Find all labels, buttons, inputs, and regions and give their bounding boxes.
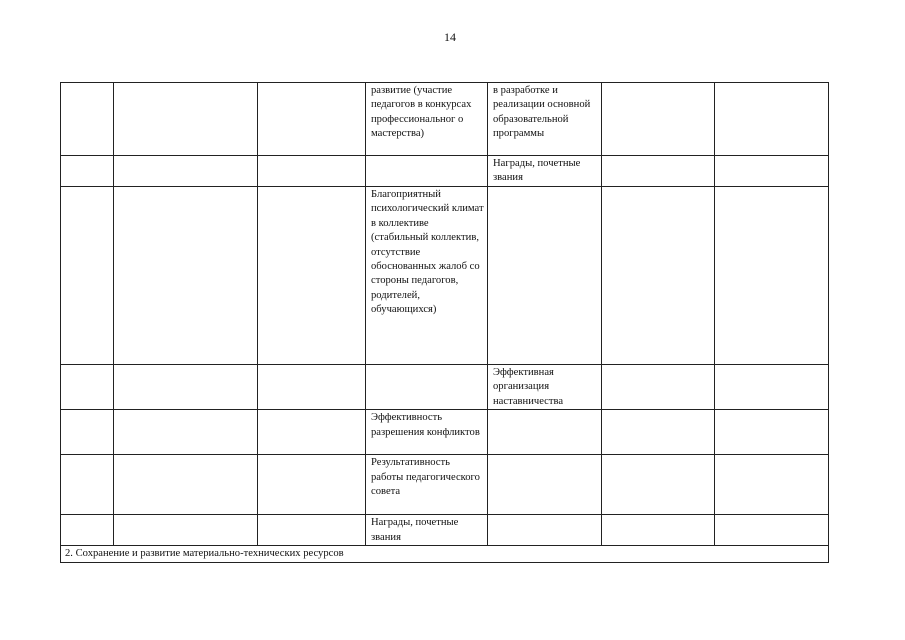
table-cell — [602, 455, 715, 515]
indicator-cell: Эффективная организация наставничества — [488, 365, 602, 410]
table-cell — [602, 410, 715, 455]
table-cell — [715, 156, 829, 187]
table-cell — [715, 365, 829, 410]
table-cell — [258, 83, 366, 156]
table-row — [61, 365, 829, 410]
indicator-cell: Благоприятный психологический климат в коллективе (стабильный коллектив, отсутствие обоснованных жалоб со стороны педагогов, родителей, обучающихся) — [366, 187, 488, 365]
indicator-cell: развитие (участие педагогов в конкурсах профессиональног о мастерства) — [366, 83, 488, 156]
table-cell — [602, 156, 715, 187]
table-cell — [114, 365, 258, 410]
table-cell — [715, 455, 829, 515]
table-cell — [602, 187, 715, 365]
table-row — [61, 83, 829, 156]
indicator-cell: Результативность работы педагогического совета — [366, 455, 488, 515]
table-cell — [61, 455, 114, 515]
indicator-cell — [488, 455, 602, 515]
table-cell — [114, 156, 258, 187]
table-cell — [602, 365, 715, 410]
indicator-cell — [366, 365, 488, 410]
indicator-cell: в разработке и реализации основной образовательной программы — [488, 83, 602, 156]
table-cell — [715, 515, 829, 546]
table-cell — [114, 515, 258, 546]
table-cell — [258, 410, 366, 455]
indicator-cell — [366, 156, 488, 187]
table-cell — [602, 515, 715, 546]
table-row — [61, 410, 829, 455]
indicator-cell — [488, 515, 602, 546]
table-cell — [114, 455, 258, 515]
table-cell — [61, 156, 114, 187]
table-row — [61, 455, 829, 515]
indicator-cell — [488, 410, 602, 455]
table-cell — [61, 365, 114, 410]
table-cell — [114, 83, 258, 156]
page-number: 14 — [444, 30, 456, 44]
table-row — [61, 515, 829, 546]
table-cell — [114, 410, 258, 455]
table-row — [61, 187, 829, 365]
table-cell — [61, 187, 114, 365]
indicator-cell: Эффективность разрешения конфликтов — [366, 410, 488, 455]
table-cell — [258, 156, 366, 187]
table-row — [61, 156, 829, 187]
table-cell — [114, 187, 258, 365]
indicator-cell: Награды, почетные звания — [366, 515, 488, 546]
table-cell — [61, 410, 114, 455]
indicator-cell: Награды, почетные звания — [488, 156, 602, 187]
criteria-table — [60, 82, 829, 563]
table-cell — [61, 83, 114, 156]
table-cell — [602, 83, 715, 156]
table-cell — [61, 515, 114, 546]
section-row — [61, 546, 829, 562]
table-cell — [715, 410, 829, 455]
table-cell — [715, 83, 829, 156]
indicator-cell — [488, 187, 602, 365]
table-cell — [258, 515, 366, 546]
table-cell — [258, 455, 366, 515]
table-cell — [258, 365, 366, 410]
table-cell — [715, 187, 829, 365]
section-heading: 2. Сохранение и развитие материально-технических ресурсов — [61, 546, 829, 562]
table-cell — [258, 187, 366, 365]
